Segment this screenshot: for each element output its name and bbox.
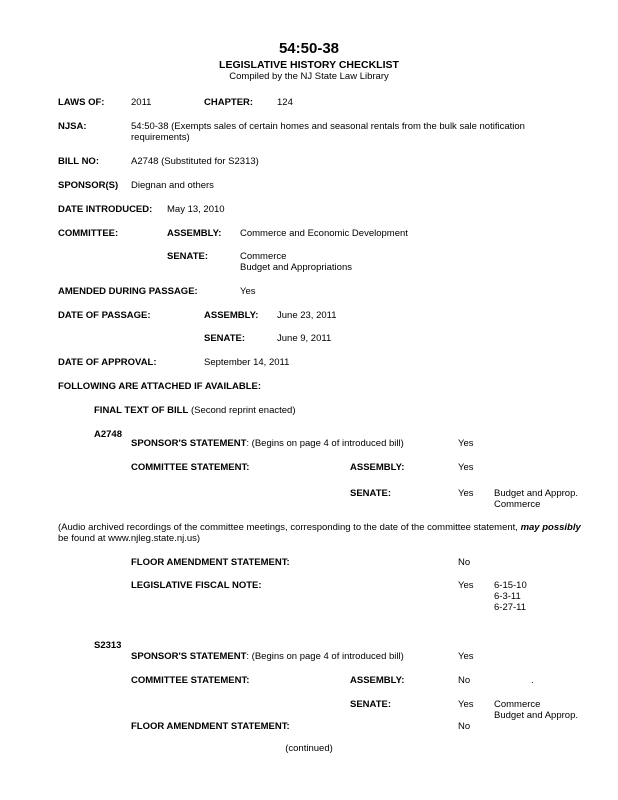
committee-senate-value-2: Budget and Appropriations: [240, 262, 352, 273]
s2313-assembly-label: ASSEMBLY:: [350, 675, 405, 686]
a2748-sponsor-label: SPONSOR'S STATEMENT: [131, 438, 247, 449]
document-title: LEGISLATIVE HISTORY CHECKLIST: [219, 59, 399, 71]
a2748-bill-label: A2748: [94, 429, 122, 440]
approval-label: DATE OF APPROVAL:: [58, 357, 157, 368]
passage-assembly-value: June 23, 2011: [277, 310, 337, 321]
approval-value: September 14, 2011: [204, 357, 290, 368]
chapter-number: 124: [277, 97, 293, 108]
amended-value: Yes: [240, 286, 256, 297]
bill-no-value: A2748 (Substituted for S2313): [131, 156, 259, 167]
a2748-sponsor-line: [131, 438, 404, 449]
a2748-fiscal-label: LEGISLATIVE FISCAL NOTE:: [131, 580, 262, 591]
a2748-fiscal-date: 6-3-11: [494, 591, 521, 602]
s2313-senate-note-2: Budget and Approp.: [494, 710, 578, 721]
date-introduced-value: May 13, 2010: [167, 204, 225, 215]
continued-footer: (continued): [285, 743, 333, 754]
passage-assembly-label: ASSEMBLY:: [204, 310, 259, 321]
laws-of-label: LAWS OF:: [58, 97, 105, 108]
a2748-senate-label: SENATE:: [350, 488, 391, 499]
a2748-fiscal-value: Yes: [458, 580, 474, 591]
a2748-committee-label: COMMITTEE STATEMENT:: [131, 462, 250, 473]
a2748-fiscal-date: 6-27-11: [494, 602, 527, 613]
audio-note-text-2: be found at www.njleg.state.nj.us): [58, 533, 201, 544]
sponsors-value: Diegnan and others: [131, 180, 214, 191]
attached-heading: FOLLOWING ARE ATTACHED IF AVAILABLE:: [58, 381, 261, 392]
s2313-assembly-dot: .: [531, 675, 534, 686]
njsa-text: 54:50-38 (Exempts sales of certain homes and seasonal rentals from the bulk sale notification requirements): [131, 121, 525, 143]
sponsors-label: SPONSOR(S): [58, 180, 119, 191]
s2313-floor-value: No: [458, 721, 471, 732]
s2313-sponsor-value: Yes: [458, 651, 474, 662]
committee-assembly-value: Commerce and Economic Development: [240, 228, 408, 239]
a2748-sponsor-note: : (Begins on page 4 of introduced bill): [246, 438, 404, 449]
statute-number: 54:50-38: [278, 40, 340, 57]
s2313-assembly-value: No: [458, 675, 471, 686]
s2313-senate-note-1: Commerce: [494, 699, 541, 710]
a2748-floor-value: No: [458, 557, 471, 568]
committee-senate-label: SENATE:: [167, 251, 208, 262]
bill-no-label: BILL NO:: [58, 156, 99, 167]
s2313-senate-label: SENATE:: [350, 699, 391, 710]
amended-label: AMENDED DURING PASSAGE:: [58, 286, 198, 297]
passage-label: DATE OF PASSAGE:: [58, 310, 151, 321]
a2748-senate-note-2: Commerce: [494, 499, 541, 510]
a2748-assembly-value: Yes: [458, 462, 474, 473]
committee-senate-value-1: Commerce: [240, 251, 287, 262]
passage-senate-value: June 9, 2011: [277, 333, 332, 344]
s2313-sponsor-label: SPONSOR'S STATEMENT: [131, 651, 247, 662]
final-text-line: [94, 405, 296, 416]
compiled-by: Compiled by the NJ State Law Library: [229, 71, 389, 82]
s2313-committee-label: COMMITTEE STATEMENT:: [131, 675, 250, 686]
committee-assembly-label: ASSEMBLY:: [167, 228, 222, 239]
passage-senate-label: SENATE:: [204, 333, 245, 344]
audio-note-text-1: (Audio archived recordings of the committee meetings, corresponding to the date of the committee statement,: [58, 522, 521, 533]
s2313-bill-label: S2313: [94, 640, 122, 651]
final-text-note: (Second reprint enacted): [190, 405, 296, 416]
njsa-label: NJSA:: [58, 121, 87, 132]
final-text-label: FINAL TEXT OF BILL: [94, 405, 189, 416]
s2313-floor-label: FLOOR AMENDMENT STATEMENT:: [131, 721, 290, 732]
laws-of-year: 2011: [131, 97, 152, 108]
audio-note-line-1: [58, 522, 581, 533]
a2748-floor-label: FLOOR AMENDMENT STATEMENT:: [131, 557, 290, 568]
s2313-senate-value: Yes: [458, 699, 474, 710]
a2748-fiscal-date: 6-15-10: [494, 580, 527, 591]
a2748-sponsor-value: Yes: [458, 438, 474, 449]
committee-label: COMMITTEE:: [58, 228, 119, 239]
a2748-assembly-label: ASSEMBLY:: [350, 462, 405, 473]
s2313-sponsor-line: [131, 651, 404, 662]
s2313-sponsor-note: : (Begins on page 4 of introduced bill): [246, 651, 404, 662]
a2748-senate-note-1: Budget and Approp.: [494, 488, 578, 499]
chapter-label: CHAPTER:: [204, 97, 254, 108]
date-introduced-label: DATE INTRODUCED:: [58, 204, 153, 215]
a2748-senate-value: Yes: [458, 488, 474, 499]
audio-note-emphasis: may possibly: [520, 522, 581, 533]
